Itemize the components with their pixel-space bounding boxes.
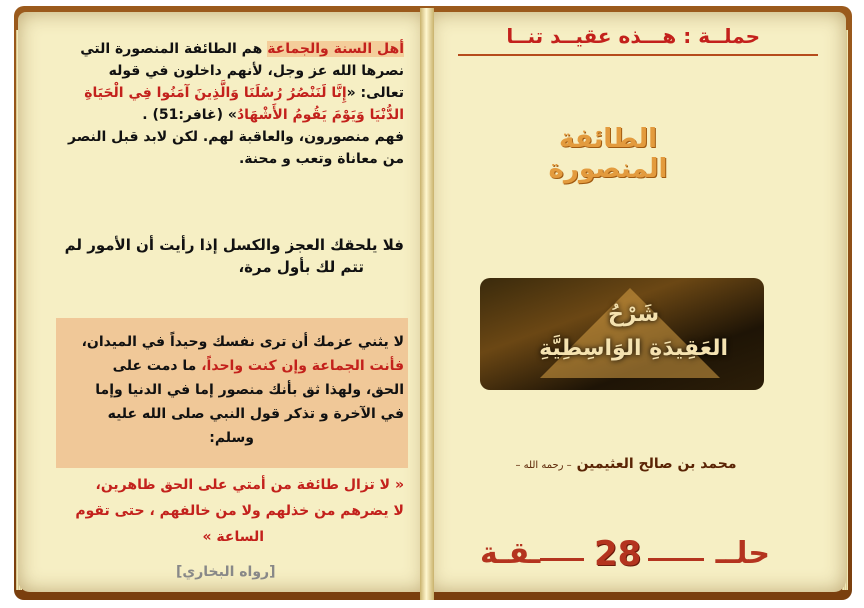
page-title: الطائفة المنصورة (548, 124, 668, 184)
text-line: في الآخرة و تذكر قول النبي صلى الله عليه (107, 406, 404, 422)
lesson-word: حلــ (715, 536, 770, 571)
book-spine (420, 8, 434, 600)
hadith-line: لا يضرهم من خذلهم ولا من خالفهم ، حتى تقوم (75, 503, 404, 519)
text-fragment: تعالى: « (346, 85, 404, 101)
author-name: محمد بن صالح العثيمين (576, 456, 737, 472)
hadith-source (176, 564, 276, 580)
quran-verse: إِنَّا لَنَنْصُرُ رُسُلَنَا وَالَّذِينَ آمَنُوا فِي الْحَيَاةِ (84, 85, 347, 101)
hadith-line: « لا تزال طائفة من أمتي على الحق ظاهرين، (95, 477, 404, 493)
text-line: الحق، ولهذا ثق بأنك منصور إما في الدنيا وإما (95, 382, 404, 398)
text-line: تتم لك بأول مرة، (238, 258, 364, 276)
banner-line: شَرْحُ (607, 302, 660, 327)
book-banner-image (480, 278, 764, 390)
lesson-number: 28 (594, 534, 642, 574)
author-honorific: – رحمه الله – (515, 460, 572, 471)
lesson-dash (648, 558, 704, 561)
paragraph-2 (44, 234, 404, 278)
header-rule (458, 54, 818, 56)
verse-reference: » (غافر:51) . (142, 107, 237, 123)
text-fragment: هم الطائفة المنصورة التي (80, 41, 263, 57)
lesson-suffix: ـقـة (480, 536, 541, 571)
paragraph-1 (44, 38, 404, 170)
hadith-line: الساعة » (202, 529, 264, 545)
text-line: فلا يلحقك العجز والكسل إذا رأيت أن الأمور لم (64, 236, 404, 254)
lesson-label (480, 534, 770, 578)
quran-verse: الدُّنْيَا وَيَوْمَ يَقُومُ الأَشْهَادُ (236, 107, 404, 123)
emphasis-phrase: فأنت الجماعة وإن كنت واحداً، (201, 358, 404, 374)
text-line: فهم منصورون، والعاقبة لهم. لكن لابد قبل النصر (68, 129, 404, 145)
banner-caption (539, 298, 728, 366)
text-line: لا يثني عزمك أن ترى نفسك وحيداً في الميدان، (81, 334, 404, 350)
text-line: نصرها الله عز وجل، لأنهم داخلون في قوله (108, 63, 404, 79)
text-line: من معاناة وتعب و محنة. (238, 151, 404, 167)
highlight-phrase: أهل السنة والجماعة (267, 41, 404, 57)
text-fragment: ما دمت على (112, 358, 197, 374)
lesson-dash (540, 558, 584, 561)
author-line (486, 456, 766, 472)
box-paragraph (58, 330, 404, 450)
source-label: [رواه البخاري] (176, 564, 276, 580)
hadith (44, 472, 404, 550)
series-header: حملــة : هـــذه عقيــد تنــا (506, 24, 760, 48)
text-line: وسلم: (209, 430, 254, 446)
banner-line: العَقِيدَةِ الوَاسِطِيَّةِ (539, 336, 728, 361)
